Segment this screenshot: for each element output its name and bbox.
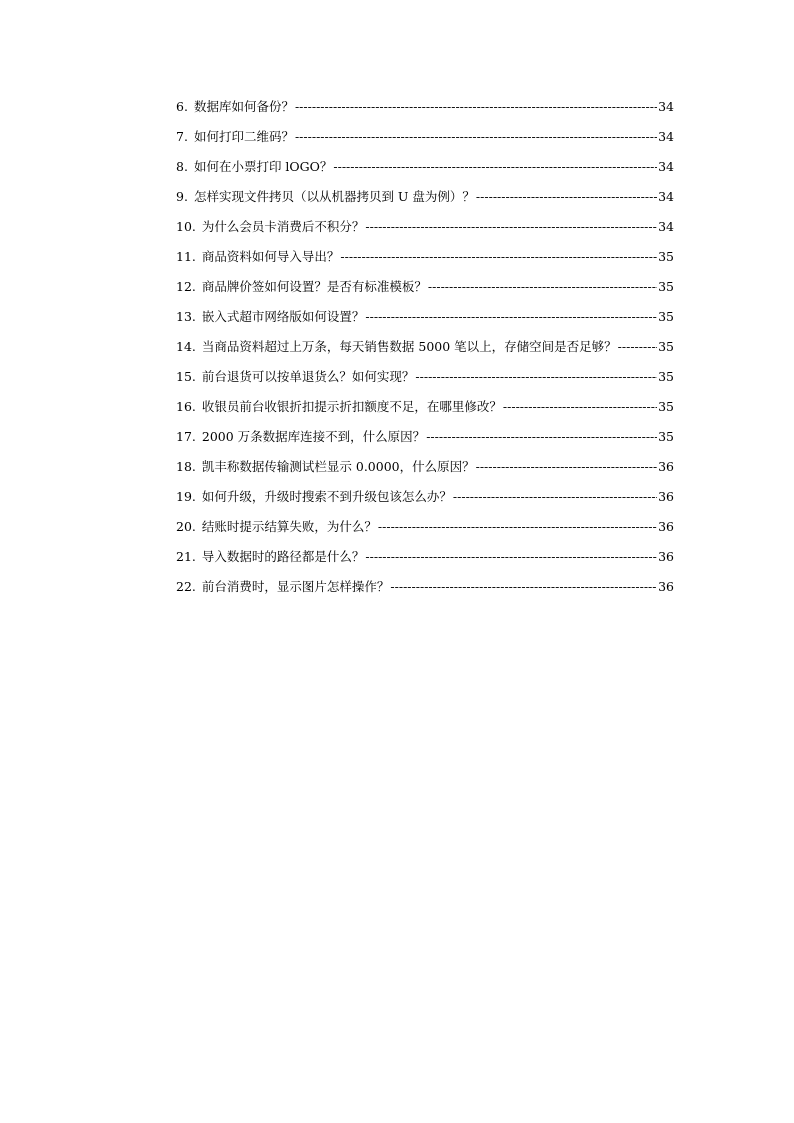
toc-entry-21[interactable] (176, 547, 674, 577)
toc-entry-page: 35 (658, 399, 674, 414)
toc-entry-page: 36 (658, 549, 674, 564)
toc-dot-leader (453, 487, 657, 507)
toc-entry-20[interactable] (176, 517, 674, 547)
toc-entry-8[interactable] (176, 157, 674, 187)
toc-entry-number: 19. (176, 489, 196, 504)
toc-entry-page: 34 (658, 159, 674, 174)
toc-dot-leader (503, 397, 657, 417)
toc-entry-title: 前台消费时，显示图片怎样操作？ (201, 579, 390, 594)
toc-entry-page: 34 (658, 99, 674, 114)
toc-entry-page: 35 (658, 339, 674, 354)
toc-dot-leader (365, 547, 657, 567)
toc-entry-title: 前台退货可以按单退货么？如何实现？ (201, 369, 415, 384)
toc-dot-leader (365, 307, 657, 327)
toc-entry-number: 11. (176, 249, 196, 264)
toc-entry-title: 2000 万条数据库连接不到，什么原因？ (201, 429, 426, 444)
toc-dot-leader (415, 367, 657, 387)
toc-entry-14[interactable] (176, 337, 674, 367)
toc-entry-page: 35 (658, 429, 674, 444)
toc-entry-6[interactable] (176, 97, 674, 127)
toc-dot-leader (618, 337, 657, 357)
toc-entry-number: 7. (176, 129, 188, 144)
toc-dot-leader (390, 577, 657, 597)
toc-entry-title: 如何打印二维码？ (193, 129, 294, 144)
toc-entry-title: 收银员前台收银折扣提示折扣额度不足，在哪里修改？ (201, 399, 502, 414)
toc-dot-leader (340, 247, 657, 267)
toc-entry-number: 22. (176, 579, 196, 594)
toc-entry-page: 36 (658, 489, 674, 504)
toc-entry-page: 36 (658, 459, 674, 474)
toc-dot-leader (426, 427, 657, 447)
toc-entry-title: 怎样实现文件拷贝（以从机器拷贝到 U 盘为例）？ (193, 189, 475, 204)
toc-entry-number: 15. (176, 369, 196, 384)
toc-entry-number: 13. (176, 309, 196, 324)
toc-entry-17[interactable] (176, 427, 674, 457)
toc-dot-leader (333, 157, 657, 177)
toc-entry-page: 34 (658, 129, 674, 144)
toc-entry-number: 21. (176, 549, 196, 564)
toc-entry-title: 凯丰称数据传输测试栏显示 0.0000，什么原因？ (201, 459, 475, 474)
toc-entry-number: 8. (176, 159, 188, 174)
toc-dot-leader (295, 127, 657, 147)
toc-entry-page: 35 (658, 279, 674, 294)
toc-entry-page: 36 (658, 579, 674, 594)
toc-entry-10[interactable] (176, 217, 674, 247)
toc-entry-18[interactable] (176, 457, 674, 487)
toc-dot-leader (365, 217, 657, 237)
toc-dot-leader (378, 517, 657, 537)
toc-entry-title: 结账时提示结算失败，为什么？ (201, 519, 377, 534)
toc-entry-13[interactable] (176, 307, 674, 337)
toc-entry-number: 10. (176, 219, 196, 234)
toc-dot-leader (428, 277, 657, 297)
toc-entry-page: 35 (658, 309, 674, 324)
table-of-contents (176, 97, 674, 607)
toc-dot-leader (476, 187, 657, 207)
toc-entry-title: 如何在小票打印 lOGO？ (193, 159, 333, 174)
toc-dot-leader (476, 457, 657, 477)
toc-entry-title: 如何升级，升级时搜索不到升级包该怎么办？ (201, 489, 452, 504)
toc-entry-page: 34 (658, 189, 674, 204)
toc-entry-number: 6. (176, 99, 188, 114)
toc-entry-19[interactable] (176, 487, 674, 517)
toc-entry-page: 36 (658, 519, 674, 534)
toc-dot-leader (295, 97, 657, 117)
toc-entry-number: 17. (176, 429, 196, 444)
toc-entry-title: 当商品资料超过上万条，每天销售数据 5000 笔以上，存储空间是否足够？ (201, 339, 617, 354)
toc-entry-15[interactable] (176, 367, 674, 397)
toc-entry-11[interactable] (176, 247, 674, 277)
toc-entry-number: 20. (176, 519, 196, 534)
toc-entry-title: 数据库如何备份？ (193, 99, 294, 114)
toc-entry-title: 嵌入式超市网络版如何设置？ (201, 309, 365, 324)
toc-entry-22[interactable] (176, 577, 674, 607)
toc-entry-title: 商品资料如何导入导出？ (201, 249, 340, 264)
toc-entry-title: 导入数据时的路径都是什么？ (201, 549, 365, 564)
toc-entry-number: 9. (176, 189, 188, 204)
toc-entry-number: 18. (176, 459, 196, 474)
toc-entry-9[interactable] (176, 187, 674, 217)
toc-entry-page: 35 (658, 369, 674, 384)
toc-entry-number: 16. (176, 399, 196, 414)
toc-entry-7[interactable] (176, 127, 674, 157)
toc-entry-page: 35 (658, 249, 674, 264)
toc-entry-16[interactable] (176, 397, 674, 427)
toc-entry-title: 商品牌价签如何设置？是否有标准模板？ (201, 279, 427, 294)
toc-entry-12[interactable] (176, 277, 674, 307)
toc-entry-page: 34 (658, 219, 674, 234)
toc-entry-title: 为什么会员卡消费后不积分？ (201, 219, 365, 234)
toc-entry-number: 12. (176, 279, 196, 294)
toc-entry-number: 14. (176, 339, 196, 354)
